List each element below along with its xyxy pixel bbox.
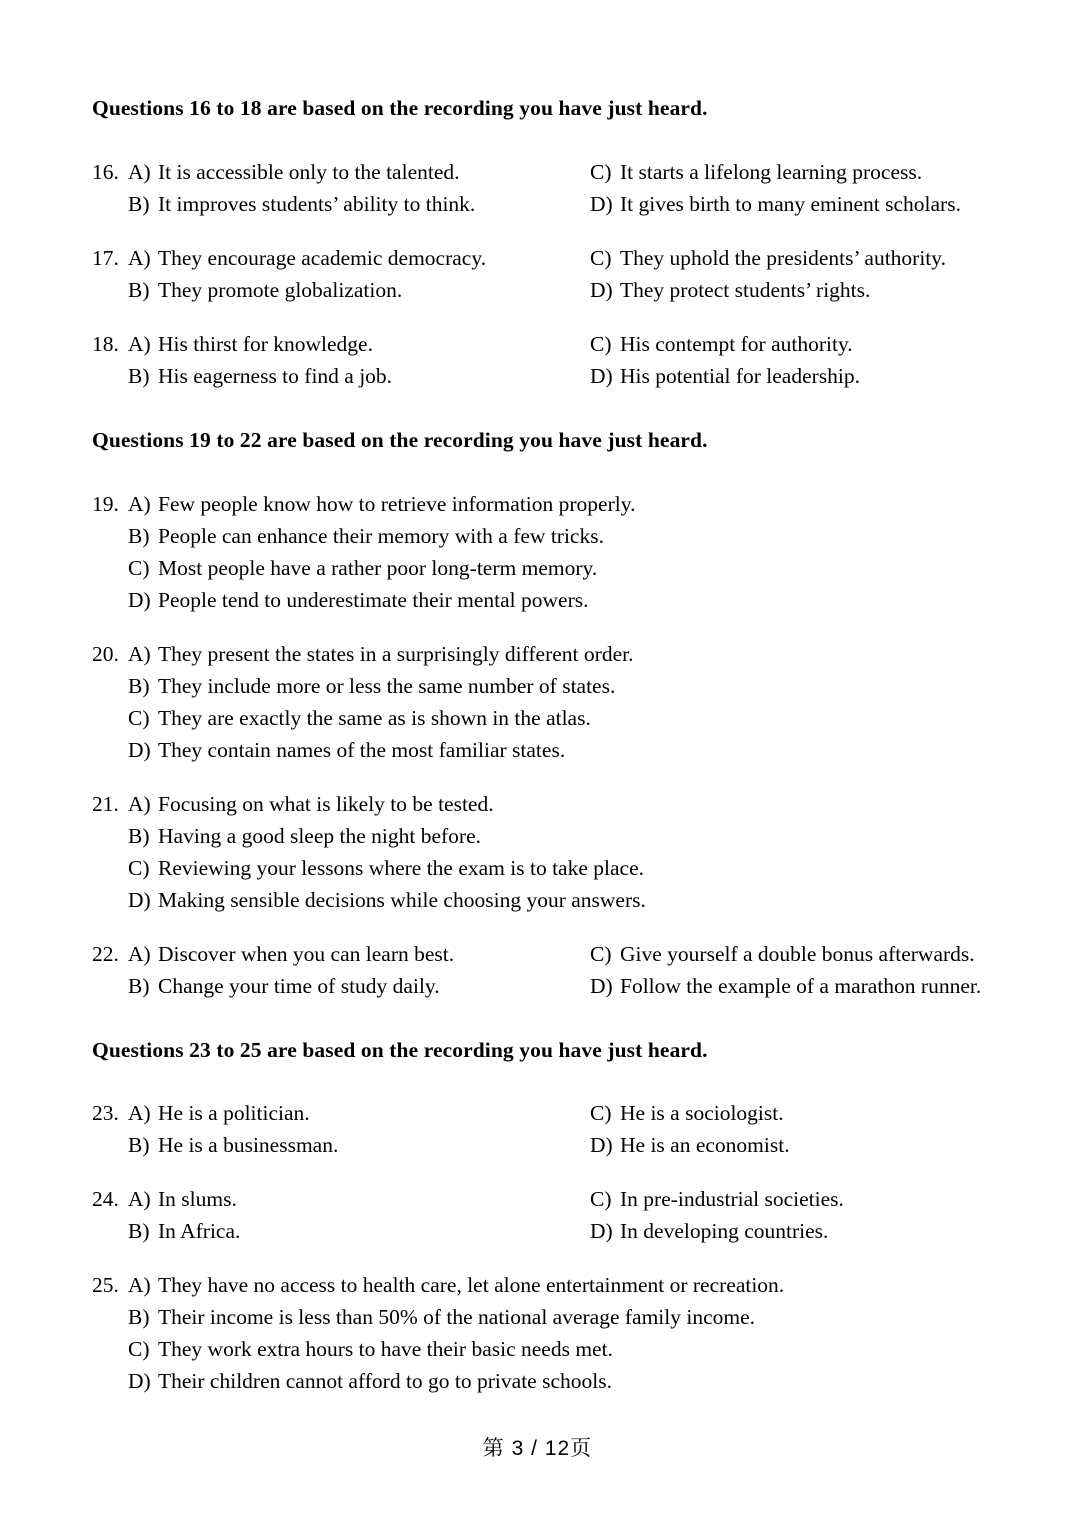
question-19 [92, 488, 992, 616]
option-letter: B) [128, 973, 150, 998]
option-text: Few people know how to retrieve information properly. [158, 491, 636, 516]
question-16-number: 16. [92, 159, 119, 184]
option-letter: A) [128, 1101, 151, 1126]
question-21 [92, 788, 992, 916]
option-letter: A) [128, 331, 151, 356]
option-letter: A) [128, 1273, 151, 1298]
question-23-number: 23. [92, 1101, 119, 1126]
option-letter: D) [128, 587, 151, 612]
option-text: They protect students’ rights. [620, 277, 871, 302]
option-text: He is a businessman. [158, 1133, 339, 1158]
option-text: Reviewing your lessons where the exam is to take place. [158, 855, 644, 880]
question-17-option-d[interactable] [590, 274, 992, 306]
question-16-option-d[interactable] [590, 188, 992, 220]
question-25 [92, 1269, 992, 1397]
question-24-row-1 [92, 1183, 992, 1215]
section-heading-16-18: Questions 16 to 18 are based on the recording you have just heard. [92, 96, 708, 120]
option-letter: C) [128, 555, 150, 580]
question-16-option-a[interactable] [92, 156, 590, 188]
option-letter: B) [128, 1133, 150, 1158]
option-letter: D) [128, 887, 151, 912]
question-18-option-c[interactable] [590, 328, 992, 360]
option-text: In slums. [158, 1187, 237, 1212]
option-letter: C) [590, 941, 612, 966]
question-17-row-2 [92, 274, 992, 306]
option-letter: A) [128, 1187, 151, 1212]
question-21-option-c[interactable] [92, 852, 992, 884]
option-letter: B) [128, 363, 150, 388]
option-text: They present the states in a surprisingly different order. [158, 641, 634, 666]
question-18-row-2 [92, 360, 992, 392]
question-17 [92, 242, 992, 306]
question-19-option-b[interactable] [92, 520, 992, 552]
question-17-option-b[interactable] [92, 274, 590, 306]
question-22-number: 22. [92, 941, 119, 966]
option-letter: C) [590, 1187, 612, 1212]
page-content [92, 96, 992, 1397]
question-16 [92, 156, 992, 220]
question-25-option-d[interactable] [92, 1365, 992, 1397]
question-18-option-a[interactable] [92, 328, 590, 360]
option-text: It gives birth to many eminent scholars. [620, 191, 961, 216]
question-24-number: 24. [92, 1187, 119, 1212]
option-text: His potential for leadership. [620, 363, 861, 388]
option-text: He is an economist. [620, 1133, 790, 1158]
option-letter: C) [590, 331, 612, 356]
option-letter: C) [128, 705, 150, 730]
option-letter: D) [590, 1219, 613, 1244]
option-letter: C) [590, 159, 612, 184]
question-20-option-c[interactable] [92, 702, 992, 734]
option-letter: C) [128, 855, 150, 880]
question-23-option-c[interactable] [590, 1097, 992, 1129]
question-16-option-c[interactable] [590, 156, 992, 188]
option-letter: C) [590, 1101, 612, 1126]
option-text: He is a sociologist. [620, 1101, 784, 1126]
option-text: They encourage academic democracy. [158, 245, 487, 270]
option-letter: A) [128, 641, 151, 666]
question-20-option-d[interactable] [92, 734, 992, 766]
option-letter: D) [590, 191, 613, 216]
option-letter: D) [128, 737, 151, 762]
question-24-option-b[interactable] [92, 1215, 590, 1247]
question-19-number: 19. [92, 491, 119, 516]
question-21-number: 21. [92, 791, 119, 816]
question-22-option-d[interactable] [590, 970, 992, 1002]
question-23 [92, 1097, 992, 1161]
option-letter: B) [128, 1219, 150, 1244]
option-text: Follow the example of a marathon runner. [620, 973, 982, 998]
option-text: They uphold the presidents’ authority. [620, 245, 947, 270]
page-footer: 第 3 / 12页 [482, 1437, 593, 1460]
option-letter: D) [590, 1133, 613, 1158]
question-21-option-b[interactable] [92, 820, 992, 852]
question-16-row-1 [92, 156, 992, 188]
option-letter: D) [590, 363, 613, 388]
option-text: Their children cannot afford to go to private schools. [158, 1369, 612, 1394]
option-text: Their income is less than 50% of the national average family income. [158, 1305, 756, 1330]
option-letter: D) [590, 277, 613, 302]
question-22-row-2 [92, 970, 992, 1002]
option-text: He is a politician. [158, 1101, 310, 1126]
question-23-row-2 [92, 1129, 992, 1161]
question-17-option-a[interactable] [92, 242, 590, 274]
option-text: Making sensible decisions while choosing your answers. [158, 887, 646, 912]
option-letter: D) [590, 973, 613, 998]
question-22 [92, 938, 992, 1002]
option-text: Give yourself a double bonus afterwards. [620, 941, 975, 966]
question-25-option-b[interactable] [92, 1301, 992, 1333]
option-text: They work extra hours to have their basic needs met. [158, 1337, 613, 1362]
option-text: In developing countries. [620, 1219, 829, 1244]
question-24-option-d[interactable] [590, 1215, 992, 1247]
question-25-option-a[interactable] [92, 1269, 992, 1301]
option-text: Most people have a rather poor long-term memory. [158, 555, 598, 580]
question-16-option-b[interactable] [92, 188, 590, 220]
option-text: In pre-industrial societies. [620, 1187, 844, 1212]
option-text: Change your time of study daily. [158, 973, 440, 998]
question-19-option-d[interactable] [92, 584, 992, 616]
option-letter: C) [128, 1337, 150, 1362]
option-text: It improves students’ ability to think. [158, 191, 476, 216]
question-25-number: 25. [92, 1273, 119, 1298]
question-23-option-b[interactable] [92, 1129, 590, 1161]
option-letter: A) [128, 791, 151, 816]
question-18-row-1 [92, 328, 992, 360]
question-18-option-b[interactable] [92, 360, 590, 392]
question-22-row-1 [92, 938, 992, 970]
option-text: People can enhance their memory with a few tricks. [158, 523, 604, 548]
question-24-option-a[interactable] [92, 1183, 590, 1215]
question-20 [92, 638, 992, 766]
option-letter: A) [128, 491, 151, 516]
question-21-option-d[interactable] [92, 884, 992, 916]
question-24 [92, 1183, 992, 1247]
question-22-option-b[interactable] [92, 970, 590, 1002]
option-text: His thirst for knowledge. [158, 331, 373, 356]
option-letter: B) [128, 277, 150, 302]
option-text: It is accessible only to the talented. [158, 159, 460, 184]
section-heading-19-22: Questions 19 to 22 are based on the recording you have just heard. [92, 427, 708, 452]
question-18-option-d[interactable] [590, 360, 992, 392]
option-letter: B) [128, 823, 150, 848]
option-letter: B) [128, 1305, 150, 1330]
question-20-option-b[interactable] [92, 670, 992, 702]
question-17-row-1 [92, 242, 992, 274]
option-text: People tend to underestimate their mental powers. [158, 587, 589, 612]
question-23-option-a[interactable] [92, 1097, 590, 1129]
option-letter: B) [128, 191, 150, 216]
section-heading-23-25: Questions 23 to 25 are based on the recording you have just heard. [92, 1037, 708, 1062]
question-18 [92, 328, 992, 392]
question-22-option-a[interactable] [92, 938, 590, 970]
option-text: They are exactly the same as is shown in the atlas. [158, 705, 591, 730]
question-16-row-2 [92, 188, 992, 220]
question-24-option-c[interactable] [590, 1183, 992, 1215]
option-letter: B) [128, 673, 150, 698]
question-17-number: 17. [92, 245, 119, 270]
option-text: His contempt for authority. [620, 331, 853, 356]
option-text: Having a good sleep the night before. [158, 823, 482, 848]
option-letter: A) [128, 245, 151, 270]
question-23-row-1 [92, 1097, 992, 1129]
option-text: Discover when you can learn best. [158, 941, 455, 966]
question-24-row-2 [92, 1215, 992, 1247]
question-18-number: 18. [92, 331, 119, 356]
question-20-number: 20. [92, 641, 119, 666]
question-23-option-d[interactable] [590, 1129, 992, 1161]
option-letter: D) [128, 1369, 151, 1394]
option-letter: A) [128, 941, 151, 966]
question-17-option-c[interactable] [590, 242, 992, 274]
option-letter: B) [128, 523, 150, 548]
option-letter: C) [590, 245, 612, 270]
question-19-option-a[interactable] [92, 488, 992, 520]
option-text: They promote globalization. [158, 277, 403, 302]
option-text: They include more or less the same number of states. [158, 673, 616, 698]
question-21-option-a[interactable] [92, 788, 992, 820]
option-text: Focusing on what is likely to be tested. [158, 791, 494, 816]
question-20-option-a[interactable] [92, 638, 992, 670]
option-text: In Africa. [158, 1219, 241, 1244]
option-text: They contain names of the most familiar states. [158, 737, 566, 762]
option-text: They have no access to health care, let alone entertainment or recreation. [158, 1273, 785, 1298]
question-22-option-c[interactable] [590, 938, 992, 970]
question-25-option-c[interactable] [92, 1333, 992, 1365]
option-letter: A) [128, 159, 151, 184]
option-text: His eagerness to find a job. [158, 363, 393, 388]
option-text: It starts a lifelong learning process. [620, 159, 923, 184]
question-19-option-c[interactable] [92, 552, 992, 584]
